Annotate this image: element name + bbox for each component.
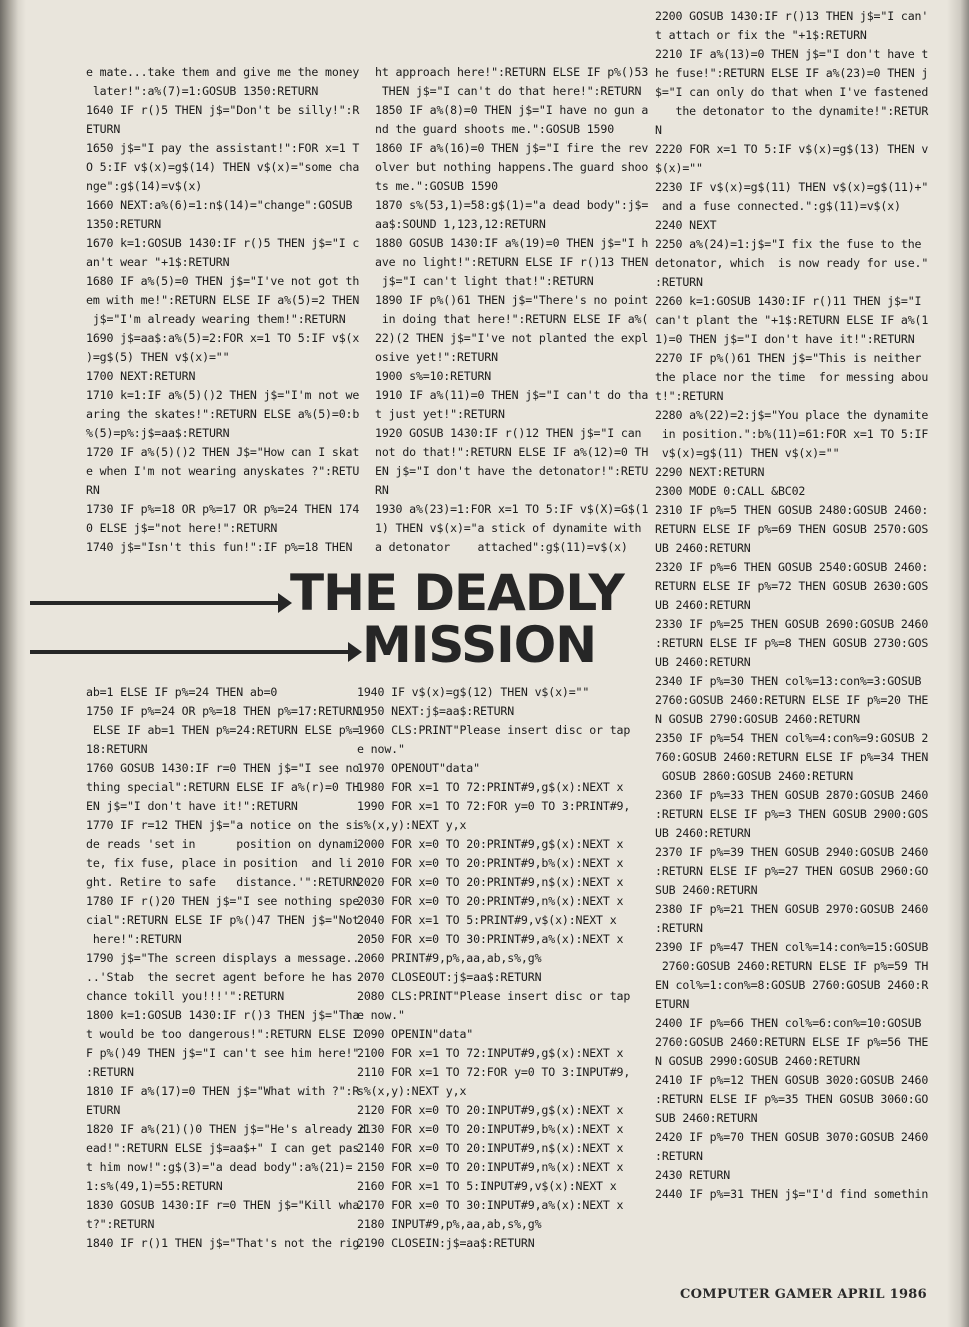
code-line: 1690 j$=aa$:a%(5)=2:FOR x=1 TO 5:IF v$(x [86,331,360,345]
code-line: 2430 RETURN [655,1168,731,1182]
code-line: nge":g$(14)=v$(x) [86,179,203,193]
code-line: 2340 IF p%=30 THEN col%=13:con%=3:GOSUB [655,674,922,688]
code-line: $="I can only do that when I've fastened [655,85,929,99]
code-line: O 5:IF v$(x)=g$(14) THEN v$(x)="some cha [86,160,360,174]
code-line: 1830 GOSUB 1430:IF r=0 THEN j$="Kill wha [86,1198,360,1212]
code-line: 1980 FOR x=1 TO 72:PRINT#9,g$(x):NEXT x [357,780,624,794]
code-line: 1790 j$="The screen displays a message.. [86,951,360,965]
code-line: 2020 FOR x=0 TO 20:PRINT#9,n$(x):NEXT x [357,875,624,889]
code-line: 1780 IF r()20 THEN j$="I see nothing spe [86,894,360,908]
code-line: 1800 k=1:GOSUB 1430:IF r()3 THEN j$="Tha [86,1008,360,1022]
code-line: SUB 2460:RETURN [655,1111,758,1125]
code-line: :RETURN ELSE IF p%=3 THEN GOSUB 2900:GOS [655,807,929,821]
code-line: later!":a%(7)=1:GOSUB 1350:RETURN [86,84,319,98]
code-line: ETURN [655,997,690,1011]
code-line: 1)=0 THEN j$="I don't have it!":RETURN [655,332,915,346]
code-line: RETURN ELSE IF p%=72 THEN GOSUB 2630:GOS [655,579,929,593]
code-line: ead!":RETURN ELSE j$=aa$+" I can get pas [86,1141,360,1155]
title-line-2: MISSION [362,616,597,674]
code-line: 2220 FOR x=1 TO 5:IF v$(x)=g$(13) THEN v [655,142,929,156]
code-line: N [655,123,662,137]
code-line: 1740 j$="Isn't this fun!":IF p%=18 THEN [86,540,353,554]
code-line: :RETURN ELSE IF p%=8 THEN GOSUB 2730:GOS [655,636,929,650]
code-line: %(5)=p%:j$=aa$:RETURN [86,426,230,440]
code-line: 2130 FOR x=0 TO 20:INPUT#9,b%(x):NEXT x [357,1122,624,1136]
code-line: 2760:GOSUB 2460:RETURN ELSE IF p%=56 THE [655,1035,929,1049]
code-line: j$="I can't light that!":RETURN [375,274,594,288]
code-line: 2360 IF p%=33 THEN GOSUB 2870:GOSUB 2460 [655,788,929,802]
code-line: 1870 s%(53,1)=58:g$(1)="a dead body":j$= [375,198,649,212]
code-line: 2290 NEXT:RETURN [655,465,765,479]
code-line: :RETURN [655,275,703,289]
code-line: aa$:SOUND 1,123,12:RETURN [375,217,546,231]
code-line: 1640 IF r()5 THEN j$="Don't be silly!":R [86,103,360,117]
code-line: here!":RETURN [86,932,182,946]
code-line: 2330 IF p%=25 THEN GOSUB 2690:GOSUB 2460 [655,617,929,631]
code-line: 1:s%(49,1)=55:RETURN [86,1179,223,1193]
code-line: chance tokill you!!!'":RETURN [86,989,285,1003]
code-line: nd the guard shoots me.":GOSUB 1590 [375,122,615,136]
code-line: 2350 IF p%=54 THEN col%=4:con%=9:GOSUB 2 [655,731,929,745]
code-line: t just yet!":RETURN [375,407,505,421]
code-line: 0 ELSE j$="not here!":RETURN [86,521,278,535]
code-line: t!":RETURN [655,389,724,403]
code-line: 2400 IF p%=66 THEN col%=6:con%=10:GOSUB [655,1016,922,1030]
code-line: 2200 GOSUB 1430:IF r()13 THEN j$="I can' [655,9,929,23]
code-line: 2120 FOR x=0 TO 20:INPUT#9,g$(x):NEXT x [357,1103,624,1117]
code-line: 1920 GOSUB 1430:IF r()12 THEN j$="I can [375,426,642,440]
code-line: :RETURN ELSE IF p%=35 THEN GOSUB 3060:GO [655,1092,929,1106]
code-line: 2270 IF p%()61 THEN j$="This is neither [655,351,922,365]
code-line: ETURN [86,1103,121,1117]
code-line: 2310 IF p%=5 THEN GOSUB 2480:GOSUB 2460: [655,503,929,517]
code-line: ELSE IF ab=1 THEN p%=24:RETURN ELSE p%= [86,723,360,737]
code-line: thing special":RETURN ELSE IF a%(r)=0 TH [86,780,360,794]
code-line: 2140 FOR x=0 TO 20:INPUT#9,n$(x):NEXT x [357,1141,624,1155]
code-line: 1940 IF v$(x)=g$(12) THEN v$(x)="" [357,685,590,699]
code-line: N GOSUB 2790:GOSUB 2460:RETURN [655,712,860,726]
listing-column-5 [357,683,649,1253]
code-line: 2110 FOR x=1 TO 72:FOR y=0 TO 3:INPUT#9, [357,1065,631,1079]
code-line: UB 2460:RETURN [655,541,751,555]
code-line: 2380 IF p%=21 THEN GOSUB 2970:GOSUB 2460 [655,902,929,916]
code-line: 2060 PRINT#9,p%,aa,ab,s%,g% [357,951,542,965]
code-line: 2150 FOR x=0 TO 20:INPUT#9,n%(x):NEXT x [357,1160,624,1174]
code-line: 2280 a%(22)=2:j$="You place the dynamite [655,408,929,422]
code-line: :RETURN [655,1149,703,1163]
code-line: 1660 NEXT:a%(6)=1:n$(14)="change":GOSUB [86,198,353,212]
code-line: 1760 GOSUB 1430:IF r=0 THEN j$="I see no [86,761,360,775]
code-line: ts me.":GOSUB 1590 [375,179,498,193]
listing-column-1 [86,63,362,557]
code-line: F p%()49 THEN j$="I can't see him here!" [86,1046,360,1060]
code-line: 2390 IF p%=47 THEN col%=14:con%=15:GOSUB [655,940,929,954]
code-line: 2040 FOR x=1 TO 5:PRINT#9,v$(x):NEXT x [357,913,617,927]
code-line: 1960 CLS:PRINT"Please insert disc or tap [357,723,631,737]
code-line: 2000 FOR x=0 TO 20:PRINT#9,g$(x):NEXT x [357,837,624,851]
code-line: 1710 k=1:IF a%(5)()2 THEN j$="I'm not we [86,388,360,402]
page-spine [0,0,26,1327]
code-line: EN col%=1:con%=8:GOSUB 2760:GOSUB 2460:R [655,978,929,992]
code-line: 1910 IF a%(11)=0 THEN j$="I can't do tha [375,388,649,402]
code-line: em with me!":RETURN ELSE IF a%(5)=2 THEN [86,293,360,307]
code-line: 2410 IF p%=12 THEN GOSUB 3020:GOSUB 2460 [655,1073,929,1087]
code-line: not do that!":RETURN ELSE IF a%(12)=0 TH [375,445,649,459]
code-line: RN [86,483,100,497]
code-line: v$(x)=g$(11) THEN v$(x)="" [655,446,840,460]
title-arrow-bottom [30,650,350,654]
code-line: ave no light!":RETURN ELSE IF r()13 THEN [375,255,649,269]
code-line: 1900 s%=10:RETURN [375,369,492,383]
code-line: 2440 IF p%=31 THEN j$="I'd find somethin [655,1187,929,1201]
code-line: the place nor the time for messing abou [655,370,929,384]
code-line: 1670 k=1:GOSUB 1430:IF r()5 THEN j$="I c [86,236,360,250]
code-line: 1720 IF a%(5)()2 THEN J$="How can I skat [86,445,360,459]
code-line: osive yet!":RETURN [375,350,498,364]
code-line: 1950 NEXT:j$=aa$:RETURN [357,704,515,718]
code-line: olver but nothing happens.The guard shoo [375,160,649,174]
code-line: te, fix fuse, place in position and li [86,856,353,870]
magazine-footer: COMPUTER GAMER APRIL 1986 [680,1287,927,1302]
code-line: )=g$(5) THEN v$(x)="" [86,350,230,364]
code-line: THEN j$="I can't do that here!":RETURN [375,84,642,98]
code-line: 1680 IF a%(5)=0 THEN j$="I've not got th [86,274,360,288]
code-line: 2010 FOR x=0 TO 20:PRINT#9,b%(x):NEXT x [357,856,624,870]
code-line: 2240 NEXT [655,218,717,232]
code-line: 1890 IF p%()61 THEN j$="There's no point [375,293,649,307]
code-line: 2260 k=1:GOSUB 1430:IF r()11 THEN j$="I [655,294,922,308]
code-line: 22)(2 THEN j$="I've not planted the expl [375,331,649,345]
code-line: SUB 2460:RETURN [655,883,758,897]
listing-column-3 [655,7,927,1204]
code-line: t attach or fix the "+1$:RETURN [655,28,867,42]
code-line: he fuse!":RETURN ELSE IF a%(23)=0 THEN j [655,66,929,80]
code-line: aring the skates!":RETURN ELSE a%(5)=0:b [86,407,360,421]
code-line: 1) THEN v$(x)="a stick of dynamite with [375,521,642,535]
code-line: UB 2460:RETURN [655,598,751,612]
code-line: s%(x,y):NEXT y,x [357,818,467,832]
code-line: EN j$="I don't have the detonator!":RETU [375,464,649,478]
code-line: t him now!":g$(3)="a dead body":a%(21)= [86,1160,353,1174]
code-line: in position.":b%(11)=61:FOR x=1 TO 5:IF [655,427,929,441]
code-line: EN j$="I don't have it!":RETURN [86,799,298,813]
page-edge [947,0,969,1327]
code-line: RETURN ELSE IF p%=69 THEN GOSUB 2570:GOS [655,522,929,536]
code-line: an't wear "+1$:RETURN [86,255,230,269]
code-line: 2230 IF v$(x)=g$(11) THEN v$(x)=g$(11)+" [655,180,929,194]
code-line: de reads 'set in position on dynami [86,837,360,851]
code-line: ght. Retire to safe distance.'":RETURN [86,875,360,889]
code-line: 1850 IF a%(8)=0 THEN j$="I have no gun a [375,103,649,117]
code-line: GOSUB 2860:GOSUB 2460:RETURN [655,769,854,783]
code-line: 2320 IF p%=6 THEN GOSUB 2540:GOSUB 2460: [655,560,929,574]
code-line: RN [375,483,389,497]
code-line: t?":RETURN [86,1217,155,1231]
code-line: 1700 NEXT:RETURN [86,369,196,383]
code-line: $(x)="" [655,161,703,175]
code-line: and a fuse connected.":g$(11)=v$(x) [655,199,901,213]
code-line: UB 2460:RETURN [655,826,751,840]
code-line: s%(x,y):NEXT y,x [357,1084,467,1098]
code-line: 1730 IF p%=18 OR p%=17 OR p%=24 THEN 174 [86,502,360,516]
code-line: 2250 a%(24)=1:j$="I fix the fuse to the [655,237,922,251]
code-line: e now." [357,742,405,756]
code-line: t would be too dangerous!":RETURN ELSE I [86,1027,360,1041]
code-line: 1770 IF r=12 THEN j$="a notice on the si [86,818,360,832]
code-line: 2760:GOSUB 2460:RETURN ELSE IF p%=59 TH [655,959,929,973]
title-line-1: THE DEADLY [290,564,624,622]
code-line: e mate...take them and give me the money [86,65,360,79]
listing-column-2 [375,63,651,557]
code-line: :RETURN [655,921,703,935]
code-line: 1350:RETURN [86,217,162,231]
code-line: 2300 MODE 0:CALL &BC02 [655,484,806,498]
code-line: 1650 j$="I pay the assistant!":FOR x=1 T [86,141,360,155]
code-line: 2210 IF a%(13)=0 THEN j$="I don't have t [655,47,929,61]
code-line: e when I'm not wearing anyskates ?":RETU [86,464,360,478]
code-line: 2420 IF p%=70 THEN GOSUB 3070:GOSUB 2460 [655,1130,929,1144]
code-line: 18:RETURN [86,742,148,756]
code-line: 2050 FOR x=0 TO 30:PRINT#9,a%(x):NEXT x [357,932,624,946]
title-arrow-top [30,601,280,605]
code-line: 1860 IF a%(16)=0 THEN j$="I fire the rev [375,141,649,155]
code-line: in doing that here!":RETURN ELSE IF a%( [375,312,649,326]
code-line: 2090 OPENIN"data" [357,1027,474,1041]
code-line: ab=1 ELSE IF p%=24 THEN ab=0 [86,685,278,699]
code-line: ..'Stab the secret agent before he has [86,970,353,984]
code-line: j$="I'm already wearing them!":RETURN [86,312,346,326]
code-line: 1880 GOSUB 1430:IF a%(19)=0 THEN j$="I h [375,236,649,250]
code-line: 1750 IF p%=24 OR p%=18 THEN p%=17:RETURN [86,704,360,718]
code-line: 1840 IF r()1 THEN j$="That's not the rig [86,1236,360,1250]
code-line: 2370 IF p%=39 THEN GOSUB 2940:GOSUB 2460 [655,845,929,859]
code-line: 2180 INPUT#9,p%,aa,ab,s%,g% [357,1217,542,1231]
code-line: 2170 FOR x=0 TO 30:INPUT#9,a%(x):NEXT x [357,1198,624,1212]
code-line: ht approach here!":RETURN ELSE IF p%()53 [375,65,649,79]
code-line: 1930 a%(23)=1:FOR x=1 TO 5:IF v$(X)=G$(1 [375,502,649,516]
code-line: cial":RETURN ELSE IF p%()47 THEN j$="Not [86,913,360,927]
code-line: 2080 CLS:PRINT"Please insert disc or tap [357,989,631,1003]
code-line: 760:GOSUB 2460:RETURN ELSE IF p%=34 THEN [655,750,929,764]
code-line: 2030 FOR x=0 TO 20:PRINT#9,n%(x):NEXT x [357,894,624,908]
code-line: 2100 FOR x=1 TO 72:INPUT#9,g$(x):NEXT x [357,1046,624,1060]
listing-column-4 [86,683,367,1253]
code-line: UB 2460:RETURN [655,655,751,669]
code-line: 1810 IF a%(17)=0 THEN j$="What with ?":R [86,1084,360,1098]
code-line: 1990 FOR x=1 TO 72:FOR y=0 TO 3:PRINT#9, [357,799,631,813]
code-line: 2190 CLOSEIN:j$=aa$:RETURN [357,1236,535,1250]
code-line: 2070 CLOSEOUT:j$=aa$:RETURN [357,970,542,984]
code-line: :RETURN ELSE IF p%=27 THEN GOSUB 2960:GO [655,864,929,878]
code-line: 2760:GOSUB 2460:RETURN ELSE IF p%=20 THE [655,693,929,707]
code-line: ETURN [86,122,121,136]
code-line: detonator, which is now ready for use." [655,256,929,270]
code-line: N GOSUB 2990:GOSUB 2460:RETURN [655,1054,860,1068]
code-line: 1970 OPENOUT"data" [357,761,480,775]
code-line: :RETURN [86,1065,134,1079]
code-line: can't plant the "+1$:RETURN ELSE IF a%(1 [655,313,929,327]
code-line: a detonator attached":g$(11)=v$(x) [375,540,628,554]
code-line: 1820 IF a%(21)()0 THEN j$="He's already d [86,1122,367,1136]
code-line: e now." [357,1008,405,1022]
code-line: 2160 FOR x=1 TO 5:INPUT#9,v$(x):NEXT x [357,1179,617,1193]
code-line: the detonator to the dynamite!":RETUR [655,104,929,118]
